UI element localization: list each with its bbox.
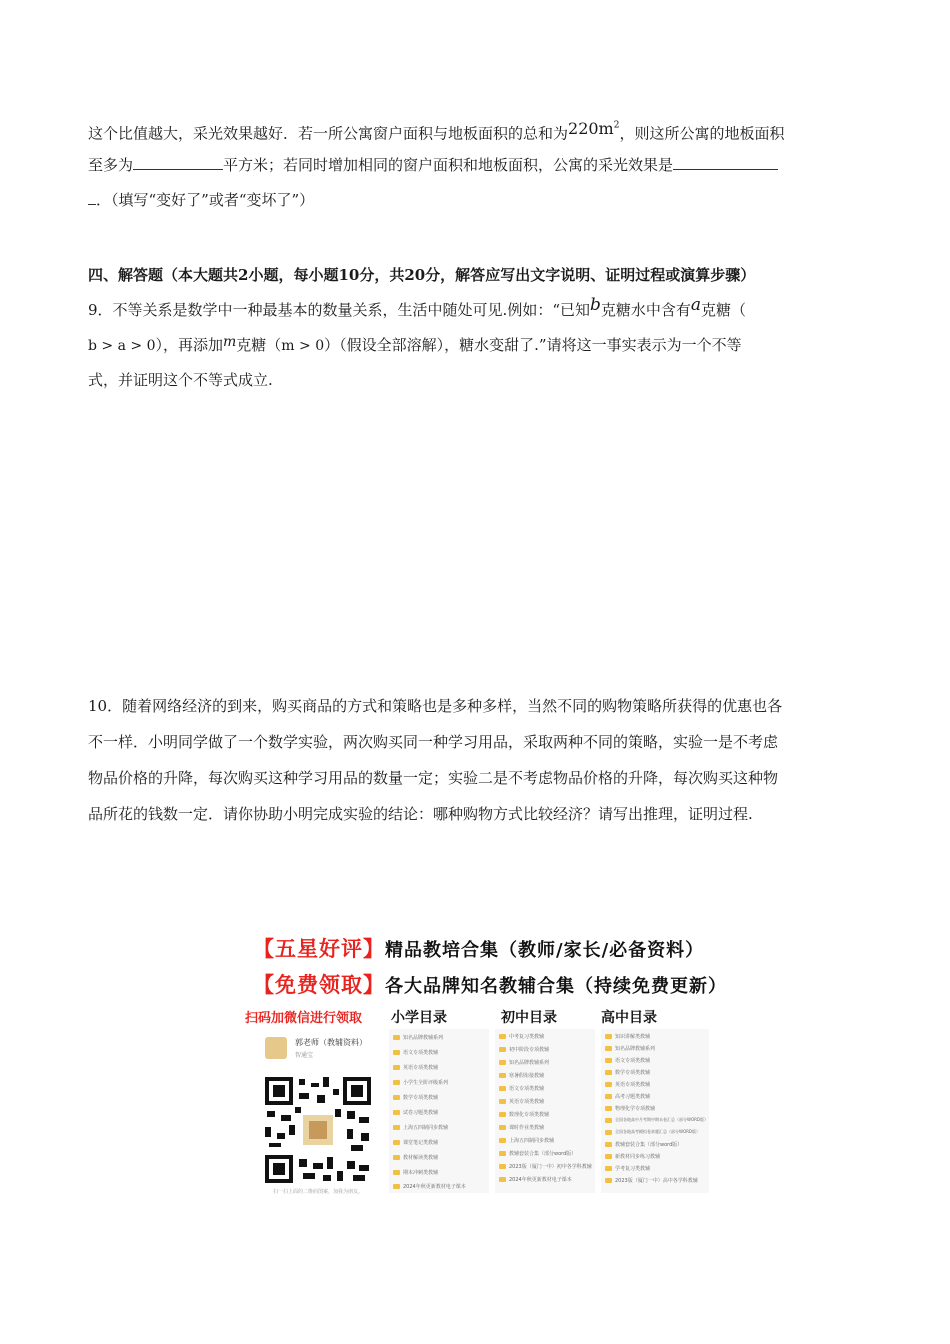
high-catalog-list[interactable] bbox=[601, 1029, 709, 1193]
free-claim-tag: 【免费领取】 bbox=[253, 973, 385, 997]
middle-catalog-list[interactable] bbox=[495, 1029, 595, 1193]
q9-text-f: ）（假设全部溶解），糖水变甜了.”请将这一事实表示为一个不等 bbox=[324, 336, 742, 354]
q10-line-2: 不一样．小明同学做了一个数学实验，两次购买同一种学习用品，采取两种不同的策略，实验一是不考虑 bbox=[88, 733, 779, 751]
folder-icon bbox=[499, 1125, 506, 1130]
catalog-item: 课时作业类教辅 bbox=[509, 1125, 545, 1131]
folder-icon bbox=[605, 1118, 612, 1123]
folder-icon bbox=[393, 1125, 400, 1130]
folder-icon bbox=[393, 1065, 400, 1070]
catalog-item: 课堂笔记类教辅 bbox=[403, 1140, 439, 1146]
folder-icon bbox=[393, 1080, 400, 1085]
catalog-item: 上海五四制同步教辅 bbox=[403, 1125, 449, 1131]
folder-icon bbox=[605, 1106, 612, 1111]
qr-code-icon[interactable] bbox=[263, 1075, 373, 1185]
question-8-continuation bbox=[88, 113, 868, 218]
q10-line-3: 物品价格的升降，每次购买这种学习用品的数量一定；实验二是不考虑物品价格的升降，每次购买这种物 bbox=[88, 769, 779, 787]
catalog-item: 全国各地高考模拟卷真题汇总（部分WORD版） bbox=[615, 1129, 700, 1134]
catalog-item: 2024年秋更新教材电子课本 bbox=[403, 1184, 466, 1190]
folder-icon bbox=[605, 1094, 612, 1099]
q9-text-e: 克糖（ bbox=[236, 336, 282, 354]
folder-icon bbox=[499, 1047, 506, 1052]
catalog-item: 教辅套装合集（部分word版） bbox=[509, 1151, 577, 1157]
folder-icon bbox=[499, 1164, 506, 1169]
answer-blank-1[interactable] bbox=[133, 155, 223, 170]
promo-text-2: 各大品牌知名教辅合集（持续免费更新） bbox=[385, 976, 727, 997]
catalog-item: 数理化专项类教辅 bbox=[509, 1112, 550, 1118]
profile-subtitle: 智通宝 bbox=[295, 1052, 314, 1059]
para1-text-c: 至多为 bbox=[88, 156, 134, 174]
catalog-item: 试卷习题类教辅 bbox=[403, 1110, 439, 1116]
folder-icon bbox=[605, 1130, 612, 1135]
catalog-item: 知识讲解类教辅 bbox=[615, 1034, 651, 1040]
qr-caption: 扫一扫上面的二维码图案，加我为朋友。 bbox=[273, 1189, 364, 1195]
catalog-item: 数学专项类教辅 bbox=[615, 1070, 651, 1076]
q9-text-b: 克糖水中含有 bbox=[600, 301, 691, 319]
answer-blank-2[interactable] bbox=[673, 155, 778, 170]
five-star-tag: 【五星好评】 bbox=[253, 937, 385, 961]
q9-text-d: ），再添加 bbox=[155, 336, 223, 354]
folder-icon bbox=[605, 1058, 612, 1063]
condition-m: m > 0 bbox=[281, 338, 325, 354]
var-b: b bbox=[589, 295, 601, 315]
primary-catalog-list[interactable] bbox=[389, 1029, 489, 1193]
catalog-item: 上海五四制同步教辅 bbox=[509, 1138, 555, 1144]
folder-icon bbox=[393, 1095, 400, 1100]
folder-icon bbox=[499, 1151, 506, 1156]
folder-icon bbox=[393, 1035, 400, 1040]
catalog-item: 知名品牌教辅系列 bbox=[403, 1035, 444, 1041]
folder-icon bbox=[605, 1046, 612, 1051]
folder-icon bbox=[393, 1170, 400, 1175]
catalog-item: 语文专项类教辅 bbox=[615, 1058, 651, 1064]
q9-text-a: 9．不等关系是数学中一种最基本的数量关系，生活中随处可见.例如：“已知 bbox=[88, 301, 590, 319]
middle-catalog-title: 初中目录 bbox=[501, 1010, 557, 1026]
folder-icon bbox=[393, 1140, 400, 1145]
folder-icon bbox=[605, 1178, 612, 1183]
wechat-profile bbox=[265, 1035, 385, 1065]
area-value: $220m^2$ bbox=[568, 119, 620, 139]
catalog-item: 高考习题类教辅 bbox=[615, 1094, 651, 1100]
catalog-item: 学考复习类教辅 bbox=[615, 1166, 651, 1172]
catalog-item: 物理化学专项教辅 bbox=[615, 1106, 656, 1112]
profile-name: 郭老师（教辅资料） bbox=[295, 1038, 367, 1047]
catalog-item: 数学专项类教辅 bbox=[403, 1095, 439, 1101]
catalog-item: 教材解读类教辅 bbox=[403, 1155, 439, 1161]
q9-text-c: 克糖（ bbox=[701, 301, 747, 319]
answer-blank-2-tail bbox=[88, 190, 96, 205]
promo-line-2 bbox=[253, 969, 727, 999]
folder-icon bbox=[393, 1110, 400, 1115]
para1-text-d: 平方米；若同时增加相同的窗户面积和地板面积，公寓的采光效果是 bbox=[223, 156, 674, 174]
catalog-item: 知名品牌教辅系列 bbox=[509, 1060, 550, 1066]
catalog-item: 小学生全阶评级系列 bbox=[403, 1080, 449, 1086]
para1-text-a: 这个比值越大，采光效果越好．若一所公寓窗户面积与地板面积的总和为 bbox=[88, 124, 569, 143]
catalog-item: 期末冲刺类教辅 bbox=[403, 1170, 439, 1176]
q10-line-4: 品所花的钱数一定．请你协助小明完成实验的结论：哪种购物方式比较经济？请写出推理，证明过程. bbox=[88, 805, 753, 823]
folder-icon bbox=[393, 1050, 400, 1055]
catalog-item: 英语专项类教辅 bbox=[615, 1082, 651, 1088]
folder-icon bbox=[393, 1155, 400, 1160]
folder-icon bbox=[605, 1166, 612, 1171]
para1-text-b: ，则这所公寓的地板面积 bbox=[619, 124, 785, 143]
folder-icon bbox=[605, 1034, 612, 1039]
promo-line-1 bbox=[253, 933, 704, 963]
catalog-item: 英语专项类教辅 bbox=[403, 1065, 439, 1071]
catalog-item: 语文专项类教辅 bbox=[509, 1086, 545, 1092]
folder-icon bbox=[499, 1086, 506, 1091]
catalog-item: 寒暑假衔接教辅 bbox=[509, 1073, 545, 1079]
catalog-item: 语文专项类教辅 bbox=[403, 1050, 439, 1056]
condition-b-a: b > a > 0 bbox=[88, 338, 156, 354]
question-9 bbox=[88, 293, 868, 398]
folder-icon bbox=[499, 1034, 506, 1039]
folder-icon bbox=[499, 1177, 506, 1182]
q9-text-g: 式，并证明这个不等式成立. bbox=[88, 371, 273, 389]
folder-icon bbox=[499, 1138, 506, 1143]
promo-banner[interactable] bbox=[243, 925, 727, 1200]
scan-prompt: 扫码加微信进行领取 bbox=[245, 1011, 363, 1026]
folder-icon bbox=[605, 1142, 612, 1147]
folder-icon bbox=[499, 1060, 506, 1065]
catalog-item: 知名品牌教辅系列 bbox=[615, 1046, 656, 1052]
folder-icon bbox=[605, 1070, 612, 1075]
catalog-item: 新教材同步练习教辅 bbox=[615, 1154, 661, 1160]
folder-icon bbox=[499, 1099, 506, 1104]
avatar bbox=[265, 1037, 287, 1059]
catalog-item: 2023版（厦门一中）初中各学科教辅 bbox=[509, 1164, 592, 1170]
para1-text-e: ．（填写“变好了”或者“变坏了”） bbox=[96, 191, 315, 209]
catalog-item: 英语专项类教辅 bbox=[509, 1099, 545, 1105]
folder-icon bbox=[605, 1082, 612, 1087]
catalog-item: 中考复习类教辅 bbox=[509, 1034, 545, 1040]
var-m: m bbox=[223, 334, 237, 350]
high-catalog-title: 高中目录 bbox=[601, 1010, 657, 1026]
var-a: a bbox=[690, 295, 702, 315]
folder-icon bbox=[605, 1154, 612, 1159]
section-heading: 四、解答题（本大题共2小题，每小题10分，共20分，解答应写出文字说明、证明过程或演算步骤） bbox=[88, 266, 756, 284]
catalog-item: 教辅套装合集（部分word版） bbox=[615, 1142, 683, 1148]
q10-line-1: 10．随着网络经济的到来，购买商品的方式和策略也是多种多样，当然不同的购物策略所获得的优惠也各 bbox=[88, 697, 783, 715]
catalog-item: 初中阶段专项教辅 bbox=[509, 1047, 550, 1053]
folder-icon bbox=[499, 1112, 506, 1117]
question-10 bbox=[88, 688, 868, 832]
folder-icon bbox=[499, 1073, 506, 1078]
catalog-item: 2024年秋更新教材电子课本 bbox=[509, 1177, 572, 1183]
catalog-item: 全国各地高中月考期中期末卷汇总（部分WORD版） bbox=[615, 1117, 708, 1122]
folder-icon bbox=[393, 1184, 400, 1189]
catalog-item: 2023版（厦门一中）高中各学科教辅 bbox=[615, 1178, 698, 1184]
primary-catalog-title: 小学目录 bbox=[391, 1010, 447, 1026]
promo-text-1: 精品教培合集（教师/家长/必备资料） bbox=[385, 940, 705, 961]
